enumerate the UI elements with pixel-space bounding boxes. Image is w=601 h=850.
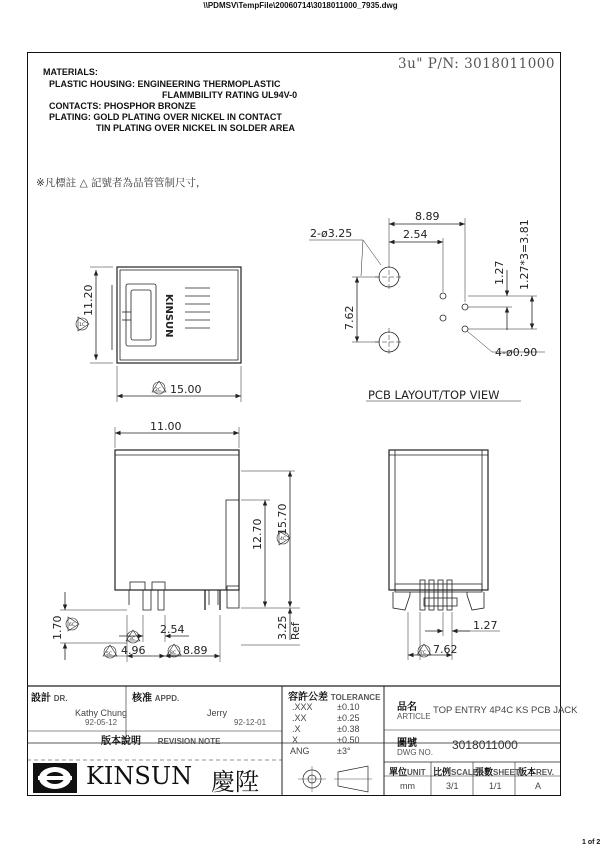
marker-3c: 3C	[129, 637, 136, 642]
tolerance-key-4: X	[292, 735, 299, 745]
tolerance-label: 容許公差 TOLERANCE	[288, 692, 381, 703]
jack-top-view	[112, 267, 241, 363]
dim-2-54-top: 2.54	[403, 228, 428, 241]
materials-line-6: TIN PLATING OVER NICKEL IN SOLDER AREA	[96, 123, 295, 133]
marker-5c: 5C	[106, 652, 113, 657]
dim-15-70: 15.70	[276, 503, 289, 535]
part-number: 3u" P/N: 3018011000	[398, 56, 555, 72]
tolerance-val-2: ±0.25	[337, 713, 360, 723]
dim-1-27x3: 1.27*3=3.81	[518, 219, 531, 290]
dim-15-00: 15.00	[170, 383, 202, 396]
inspection-markers	[66, 317, 431, 658]
approve-label: 核准 APPD.	[132, 693, 180, 704]
materials-line-4: CONTACTS: PHOSPHOR BRONZE	[49, 101, 196, 111]
marker-4c: 4C	[280, 537, 287, 542]
unit-label: 單位UNIT	[389, 767, 426, 777]
dim-11-20: 11.20	[82, 284, 95, 316]
approve-date: 92-12-01	[234, 718, 267, 727]
article-name: TOP ENTRY 4P4C KS PCB JACK	[433, 705, 578, 716]
tolerance-val-1: ±0.10	[337, 702, 360, 712]
dim-hole-small: 4-ø0.90	[495, 346, 538, 359]
dim-12-70: 12.70	[251, 518, 264, 550]
dim-hole-big: 2-ø3.25	[310, 227, 353, 240]
dim-8-89-bottom: 8.89	[183, 644, 208, 657]
kinsun-logo	[33, 763, 77, 793]
tolerance-val-3: ±0.38	[337, 724, 360, 734]
materials-line-2: PLASTIC HOUSING: ENGINEERING THERMOPLASTIC	[49, 79, 281, 89]
dim-1-27-vertical: 1.27	[493, 260, 506, 285]
pcb-layout	[375, 263, 468, 356]
design-date: 92-05-12	[85, 718, 118, 727]
dim-ref: Ref	[289, 622, 302, 640]
company-name-cn: 慶陞	[211, 768, 259, 796]
article-label-en: ARTICLE	[397, 712, 431, 721]
approver-name: Jerry	[207, 708, 227, 718]
dim-2-54-bottom: 2.54	[160, 623, 185, 636]
jack-side-view	[389, 450, 488, 610]
sheet-value: 1/1	[489, 781, 502, 791]
tolerance-val-5: ±3°	[337, 746, 351, 756]
article-label: 品名	[397, 702, 417, 713]
marker-7c: 7C	[420, 651, 427, 656]
sheet-label: 張數SHEET	[475, 767, 520, 777]
dwg-number: 3018011000	[452, 738, 518, 752]
dim-3-25: 3.25	[276, 615, 289, 640]
rev-value: A	[535, 781, 542, 791]
materials-line-5: PLATING: GOLD PLATING OVER NICKEL IN CONTACT	[49, 112, 282, 122]
tolerance-key-3: .X	[292, 724, 301, 734]
rev-label: 版本REV.	[518, 767, 554, 777]
company-name: KINSUN	[86, 762, 193, 790]
scale-label: 比例SCALE	[433, 767, 479, 777]
top-view-contacts	[185, 288, 210, 328]
dim-8-89-top: 8.89	[415, 210, 440, 223]
page-indicator: 1 of 2	[582, 839, 601, 846]
materials-line-1: MATERIALS:	[43, 67, 98, 77]
tolerance-key-2: .XX	[292, 713, 307, 723]
scale-value: 3/1	[446, 781, 459, 791]
tolerance-key-5: ANG	[290, 746, 310, 756]
marker-8c: 8C	[170, 651, 177, 656]
revision-label: 版本說明 REVISION NOTE	[101, 736, 221, 747]
inspection-note: ※凡標註 △ 記號者為品管管制尺寸，	[36, 177, 207, 189]
unit-value: mm	[400, 781, 415, 791]
dwg-label: 圖號	[397, 738, 417, 749]
tolerance-key-1: .XXX	[292, 702, 313, 712]
marker-1c: 1C	[79, 323, 86, 328]
materials-line-3: FLAMMBILITY RATING UL94V-0	[162, 90, 298, 100]
design-label: 設計 DR.	[31, 693, 68, 704]
pcb-layout-label: PCB LAYOUT/TOP VIEW	[368, 388, 500, 402]
dim-11-00: 11.00	[150, 420, 182, 433]
dim-4-96: 4.96	[121, 644, 146, 657]
dim-7-62-side: 7.62	[433, 643, 458, 656]
dim-1-27-side: 1.27	[473, 619, 498, 632]
designer-name: Kathy Chung	[75, 708, 128, 718]
marker-2c: 2C	[155, 388, 162, 393]
marker-6c: 6C	[69, 623, 76, 628]
brand-on-part: KINSUN	[163, 294, 174, 338]
file-path-header: \\PDMSV\TempFile\20060714\3018011000_7935.dwg	[203, 1, 398, 10]
dim-1-70: 1.70	[51, 615, 64, 640]
tolerance-val-4: ±0.50	[337, 735, 360, 745]
dim-7-62-vertical: 7.62	[343, 305, 356, 330]
dwg-label-en: DWG NO.	[397, 748, 433, 757]
jack-front-view	[115, 450, 239, 610]
